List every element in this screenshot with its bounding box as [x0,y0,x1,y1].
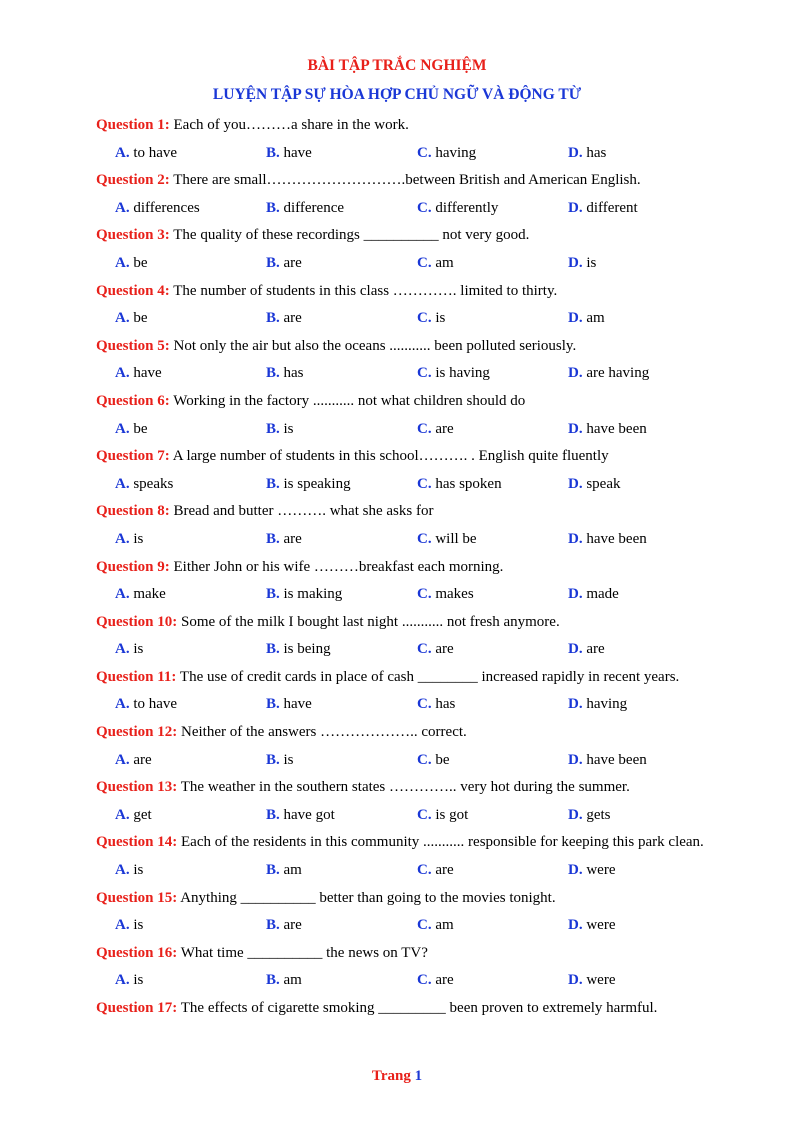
answer-options [96,305,720,333]
option-text: am [431,254,454,271]
option-letter: B. [266,972,280,989]
option-letter: B. [266,310,280,327]
option-text: is speaking [279,475,351,492]
answer-option [568,250,596,278]
option-letter: D. [568,641,583,658]
option-text: have been [582,530,647,547]
option-text: are [129,751,152,768]
option-letter: B. [266,806,280,823]
option-letter: C. [417,586,432,603]
answer-option [115,912,266,940]
option-text: is being [279,641,331,658]
question-text [96,664,720,692]
option-letter: A. [115,586,130,603]
question-text [96,498,720,526]
option-text: make [129,586,166,603]
option-text: have [129,365,162,382]
option-text: are [431,420,454,437]
answer-option [417,305,568,333]
answer-option [266,526,417,554]
option-text: is [279,420,294,437]
answer-option [417,912,568,940]
option-text: were [582,917,616,934]
answer-option [266,802,417,830]
option-letter: A. [115,806,130,823]
option-letter: A. [115,420,130,437]
answer-option [115,857,266,885]
answer-option [266,250,417,278]
answer-option [568,416,647,444]
option-text: having [582,696,628,713]
option-letter: B. [266,199,280,216]
answer-option [568,581,619,609]
option-text: to have [129,696,178,713]
question-stem: Working in the factory ........... not what children should do [169,392,526,409]
answer-option [115,250,266,278]
option-text: is making [279,586,343,603]
answer-option [266,471,417,499]
question-text [96,167,720,195]
answer-option [266,195,417,223]
question-label: Question 5: [96,337,170,354]
question-label: Question 13: [96,779,178,796]
option-letter: D. [568,310,583,327]
answer-option [568,857,616,885]
question-stem: Neither of the answers ……………….. correct. [177,724,467,741]
option-text: to have [129,144,178,161]
option-letter: D. [568,972,583,989]
option-text: differently [431,199,499,216]
option-letter: A. [115,641,130,658]
option-text: are [431,972,454,989]
question-text [96,829,720,857]
option-text: made [582,586,619,603]
answer-option [115,636,266,664]
option-letter: A. [115,199,130,216]
option-text: will be [431,530,477,547]
option-letter: D. [568,806,583,823]
option-letter: A. [115,751,130,768]
option-text: has [279,365,304,382]
question-stem: The weather in the southern states ………….. very hot during the summer. [177,779,630,796]
option-text: were [582,972,616,989]
option-letter: B. [266,420,280,437]
question-text [96,609,720,637]
option-text: is [129,530,144,547]
answer-option [266,691,417,719]
option-text: are [279,530,302,547]
answer-options [96,581,720,609]
answer-option [266,967,417,995]
option-text: be [129,254,148,271]
option-letter: B. [266,641,280,658]
answer-option [568,195,638,223]
option-text: get [129,806,152,823]
answer-option [568,471,621,499]
option-letter: C. [417,751,432,768]
option-text: have been [582,420,647,437]
option-text: is [129,917,144,934]
option-text: having [431,144,477,161]
answer-option [568,636,605,664]
answer-option [115,416,266,444]
answer-option [115,747,266,775]
option-text: is [279,751,294,768]
question-label: Question 6: [96,392,170,409]
option-letter: D. [568,862,583,879]
answer-option [266,140,417,168]
option-letter: C. [417,530,432,547]
option-letter: B. [266,254,280,271]
question-stem: Some of the milk I bought last night ........... not fresh anymore. [177,613,560,630]
answer-options [96,471,720,499]
answer-option [417,802,568,830]
question-text [96,333,720,361]
option-text: are having [582,365,650,382]
answer-option [417,195,568,223]
question-text [96,222,720,250]
answer-option [266,305,417,333]
option-letter: B. [266,862,280,879]
option-letter: A. [115,917,130,934]
option-text: are [431,862,454,879]
answer-options [96,857,720,885]
option-text: gets [582,806,611,823]
answer-option [568,912,616,940]
option-letter: C. [417,475,432,492]
answer-options [96,250,720,278]
question-stem: The quality of these recordings __________ not very good. [169,227,530,244]
option-letter: D. [568,365,583,382]
answer-option [115,140,266,168]
option-text: have been [582,751,647,768]
option-text: am [279,862,302,879]
question-text [96,995,720,1023]
option-text: speaks [129,475,174,492]
answer-option [417,360,568,388]
question-text [96,885,720,913]
answer-option [266,857,417,885]
option-text: is [129,862,144,879]
option-letter: B. [266,475,280,492]
option-letter: B. [266,696,280,713]
option-letter: D. [568,199,583,216]
question-text [96,940,720,968]
answer-option [115,526,266,554]
question-label: Question 11: [96,668,177,685]
option-text: is [431,310,446,327]
answer-option [266,581,417,609]
option-letter: C. [417,862,432,879]
answer-options [96,416,720,444]
answer-option [417,691,568,719]
option-text: have [279,144,312,161]
question-stem: A large number of students in this school………. . English quite fluently [169,448,609,465]
answer-options [96,967,720,995]
option-letter: D. [568,254,583,271]
question-stem: There are small……………………….between British and American English. [169,172,641,189]
question-label: Question 10: [96,613,178,630]
answer-option [417,250,568,278]
answer-option [568,967,616,995]
answer-option [417,471,568,499]
answer-options [96,140,720,168]
answer-options [96,526,720,554]
question-text [96,554,720,582]
option-letter: A. [115,254,130,271]
option-letter: C. [417,641,432,658]
option-letter: D. [568,144,583,161]
answer-option [115,691,266,719]
question-label: Question 4: [96,282,170,299]
answer-option [115,581,266,609]
option-letter: B. [266,917,280,934]
answer-option [568,140,606,168]
answer-option [417,967,568,995]
answer-option [266,360,417,388]
question-text [96,112,720,140]
question-label: Question 8: [96,503,170,520]
option-letter: B. [266,751,280,768]
answer-options [96,360,720,388]
answer-option [266,747,417,775]
question-label: Question 12: [96,724,178,741]
option-letter: D. [568,475,583,492]
option-text: is got [431,806,469,823]
question-text [96,443,720,471]
option-letter: B. [266,144,280,161]
option-text: is [129,641,144,658]
option-letter: B. [266,586,280,603]
option-letter: C. [417,144,432,161]
option-letter: A. [115,475,130,492]
option-text: are [279,310,302,327]
option-letter: B. [266,530,280,547]
question-stem: What time __________ the news on TV? [177,944,428,961]
question-label: Question 2: [96,172,170,189]
answer-option [266,912,417,940]
question-stem: Anything __________ better than going to the movies tonight. [177,889,556,906]
option-letter: C. [417,365,432,382]
option-letter: D. [568,420,583,437]
question-stem: The effects of cigarette smoking _________ been proven to extremely harmful. [177,1000,658,1016]
answer-option [568,360,649,388]
answer-option [417,581,568,609]
answer-option [417,416,568,444]
answer-option [266,636,417,664]
answer-option [115,802,266,830]
option-letter: A. [115,696,130,713]
option-letter: C. [417,420,432,437]
option-text: different [582,199,638,216]
option-text: is [582,254,597,271]
question-text [96,774,720,802]
answer-options [96,195,720,223]
option-text: are [279,254,302,271]
answer-option [568,691,627,719]
question-stem: Not only the air but also the oceans ........... been polluted seriously. [169,337,577,354]
question-list [96,112,720,1023]
question-text [96,278,720,306]
option-text: are [582,641,605,658]
option-letter: C. [417,972,432,989]
answer-options [96,912,720,940]
answer-option [115,195,266,223]
option-letter: A. [115,144,130,161]
answer-option [115,360,266,388]
option-letter: C. [417,254,432,271]
page-subtitle: LUYỆN TẬP SỰ HÒA HỢP CHỦ NGỮ VÀ ĐỘNG TỪ [212,86,582,103]
option-letter: B. [266,365,280,382]
answer-option [417,526,568,554]
option-text: am [431,917,454,934]
answer-options [96,636,720,664]
answer-options [96,691,720,719]
option-text: are [279,917,302,934]
answer-option [568,526,647,554]
option-text: were [582,862,616,879]
question-label: Question 7: [96,448,170,465]
option-letter: C. [417,806,432,823]
answer-option [417,747,568,775]
question-stem: Each of the residents in this community ........... responsible for keeping this park clean. [177,834,704,851]
option-text: has [582,144,607,161]
option-letter: C. [417,199,432,216]
footer-page-word: Trang [371,1068,411,1084]
option-text: am [582,310,605,327]
answer-option [115,471,266,499]
option-text: be [129,420,148,437]
question-label: Question 15: [96,889,178,906]
footer-page-number: 1 [414,1068,423,1084]
answer-option [568,305,605,333]
option-text: has spoken [431,475,502,492]
answer-options [96,802,720,830]
question-stem: The number of students in this class …………. limited to thirty. [169,282,558,299]
answer-option [266,416,417,444]
question-label: Question 17: [96,1000,178,1016]
option-text: is having [431,365,490,382]
question-stem: Bread and butter ………. what she asks for [169,503,434,520]
option-text: difference [279,199,345,216]
question-label: Question 3: [96,227,170,244]
answer-option [568,747,647,775]
question-stem: Either John or his wife ………breakfast each morning. [169,558,504,575]
option-letter: D. [568,696,583,713]
question-stem: Each of you………a share in the work. [169,117,409,133]
option-letter: A. [115,365,130,382]
option-letter: A. [115,862,130,879]
option-letter: D. [568,751,583,768]
page-title: BÀI TẬP TRẮC NGHIỆM [307,57,487,74]
option-letter: C. [417,310,432,327]
option-text: have got [279,806,335,823]
option-letter: C. [417,917,432,934]
option-text: be [431,751,450,768]
question-label: Question 9: [96,558,170,575]
question-stem: The use of credit cards in place of cash ________ increased rapidly in recent years. [176,668,680,685]
option-letter: A. [115,310,130,327]
option-text: am [279,972,302,989]
option-text: makes [431,586,474,603]
option-letter: D. [568,917,583,934]
option-letter: C. [417,696,432,713]
option-text: are [431,641,454,658]
option-text: differences [129,199,200,216]
answer-option [417,636,568,664]
answer-option [115,967,266,995]
option-text: be [129,310,148,327]
answer-option [568,802,611,830]
answer-option [417,857,568,885]
question-label: Question 1: [96,117,170,133]
question-label: Question 14: [96,834,178,851]
option-letter: D. [568,530,583,547]
page-footer [0,1068,794,1085]
question-text [96,388,720,416]
answer-options [96,747,720,775]
option-text: speak [582,475,621,492]
answer-option [417,140,568,168]
answer-option [115,305,266,333]
option-text: has [431,696,456,713]
option-letter: D. [568,586,583,603]
option-letter: A. [115,972,130,989]
option-letter: A. [115,530,130,547]
option-text: is [129,972,144,989]
option-text: have [279,696,312,713]
question-text [96,719,720,747]
question-label: Question 16: [96,944,178,961]
